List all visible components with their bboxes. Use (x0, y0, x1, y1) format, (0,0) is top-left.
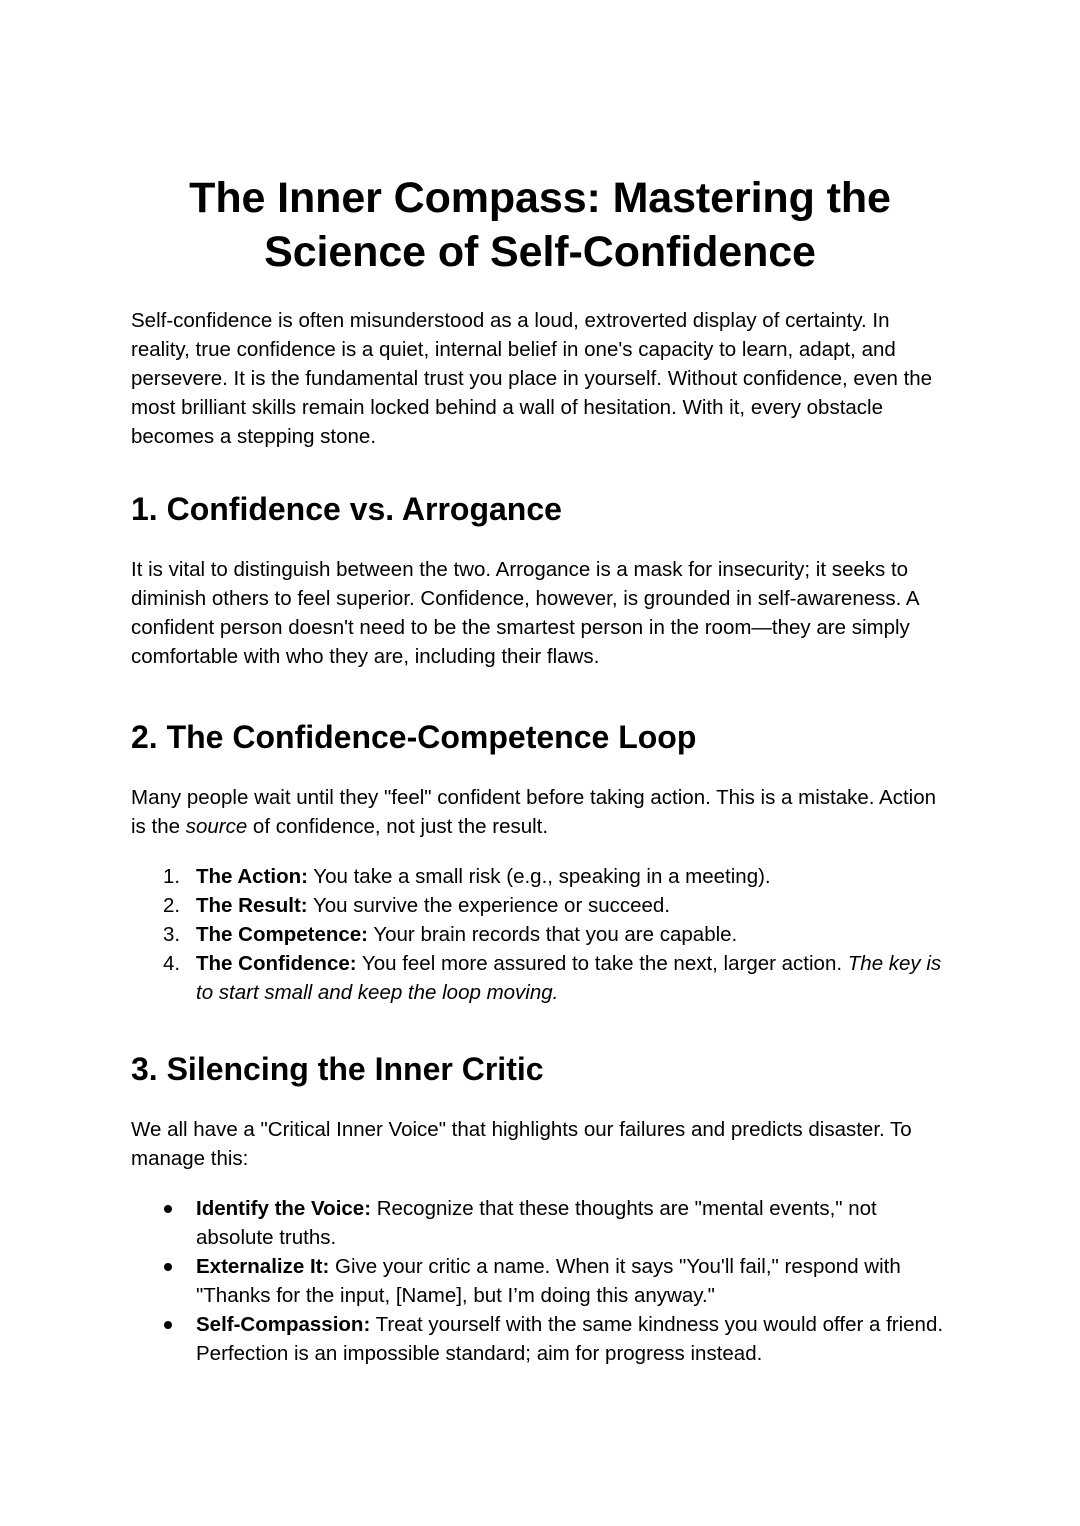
list-item (131, 1252, 949, 1310)
list-item-text: You take a small risk (e.g., speaking in a meeting). (307, 865, 771, 888)
list-item (131, 891, 949, 920)
list-item-label: Identify the Voice: (196, 1197, 372, 1220)
list-item-label: Self-Compassion: (196, 1313, 371, 1336)
section-heading-silencing-inner-critic: 3. Silencing the Inner Critic (131, 1051, 544, 1087)
list-number: 4. (163, 952, 181, 975)
list-item-text: Your brain records that you are capable. (368, 923, 738, 946)
list-item-label: The Competence: (196, 923, 368, 946)
list-item-label: Externalize It: (196, 1255, 330, 1278)
list-item (131, 1194, 949, 1252)
inner-critic-tips-list (131, 1194, 949, 1368)
list-item (131, 1310, 949, 1368)
list-item (131, 949, 949, 1007)
list-item-label: The Confidence: (196, 952, 357, 975)
list-number: 3. (163, 923, 181, 946)
bullet-icon (164, 1263, 172, 1271)
list-item-text: Recognize that these thoughts are "mental events," not absolute truths. (196, 1197, 877, 1249)
list-item (131, 862, 949, 891)
list-item-text: You survive the experience or succeed. (307, 894, 671, 917)
body-text: Many people wait until they "feel" confident before taking action. This is a mistake. Action is the (131, 786, 937, 838)
body-text: of confidence, not just the result. (247, 815, 549, 838)
list-item-label: The Action: (196, 865, 308, 888)
bullet-icon (164, 1205, 172, 1213)
list-item-text: Treat yourself with the same kindness you would offer a friend. Perfection is an impossible standard; aim for progress instead. (196, 1313, 944, 1365)
section-heading-confidence-competence-loop: 2. The Confidence-Competence Loop (131, 719, 697, 755)
list-item-text: You feel more assured to take the next, larger action. (356, 952, 848, 975)
list-number: 1. (163, 865, 181, 888)
section-body-silencing-inner-critic: We all have a "Critical Inner Voice" that highlights our failures and predicts disaster. To manage this: (131, 1118, 912, 1170)
list-item (131, 920, 949, 949)
document-page (131, 0, 949, 1368)
document-title: The Inner Compass: Mastering the Science of Self-Confidence (189, 174, 891, 276)
section-body-confidence-vs-arrogance: It is vital to distinguish between the two. Arrogance is a mask for insecurity; it seeks to diminish others to feel superior. Confidence, however, is grounded in self-awareness. A confident person doesn't need to be the smartest person in the room—they are simply comfortable with who they are, including their flaws. (131, 558, 919, 668)
section-heading-confidence-vs-arrogance: 1. Confidence vs. Arrogance (131, 491, 562, 527)
bullet-icon (164, 1321, 172, 1329)
emphasis-text: source (185, 815, 248, 838)
list-item-emphasis: The key is to start small and keep the loop moving. (196, 952, 942, 1004)
list-item-text: Give your critic a name. When it says "You'll fail," respond with "Thanks for the input, [Name], but I’m doing this anyway." (196, 1255, 901, 1307)
list-number: 2. (163, 894, 181, 917)
list-item-label: The Result: (196, 894, 308, 917)
loop-steps-list (131, 862, 949, 1007)
intro-paragraph: Self-confidence is often misunderstood as a loud, extroverted display of certainty. In reality, true confidence is a quiet, internal belief in one's capacity to learn, adapt, and persevere. It is the fundamental trust you place in yourself. Without confidence, even the most brilliant skills remain locked behind a wall of hesitation. With it, every obstacle becomes a stepping stone. (131, 309, 933, 448)
section-body-confidence-competence-loop (131, 783, 949, 841)
